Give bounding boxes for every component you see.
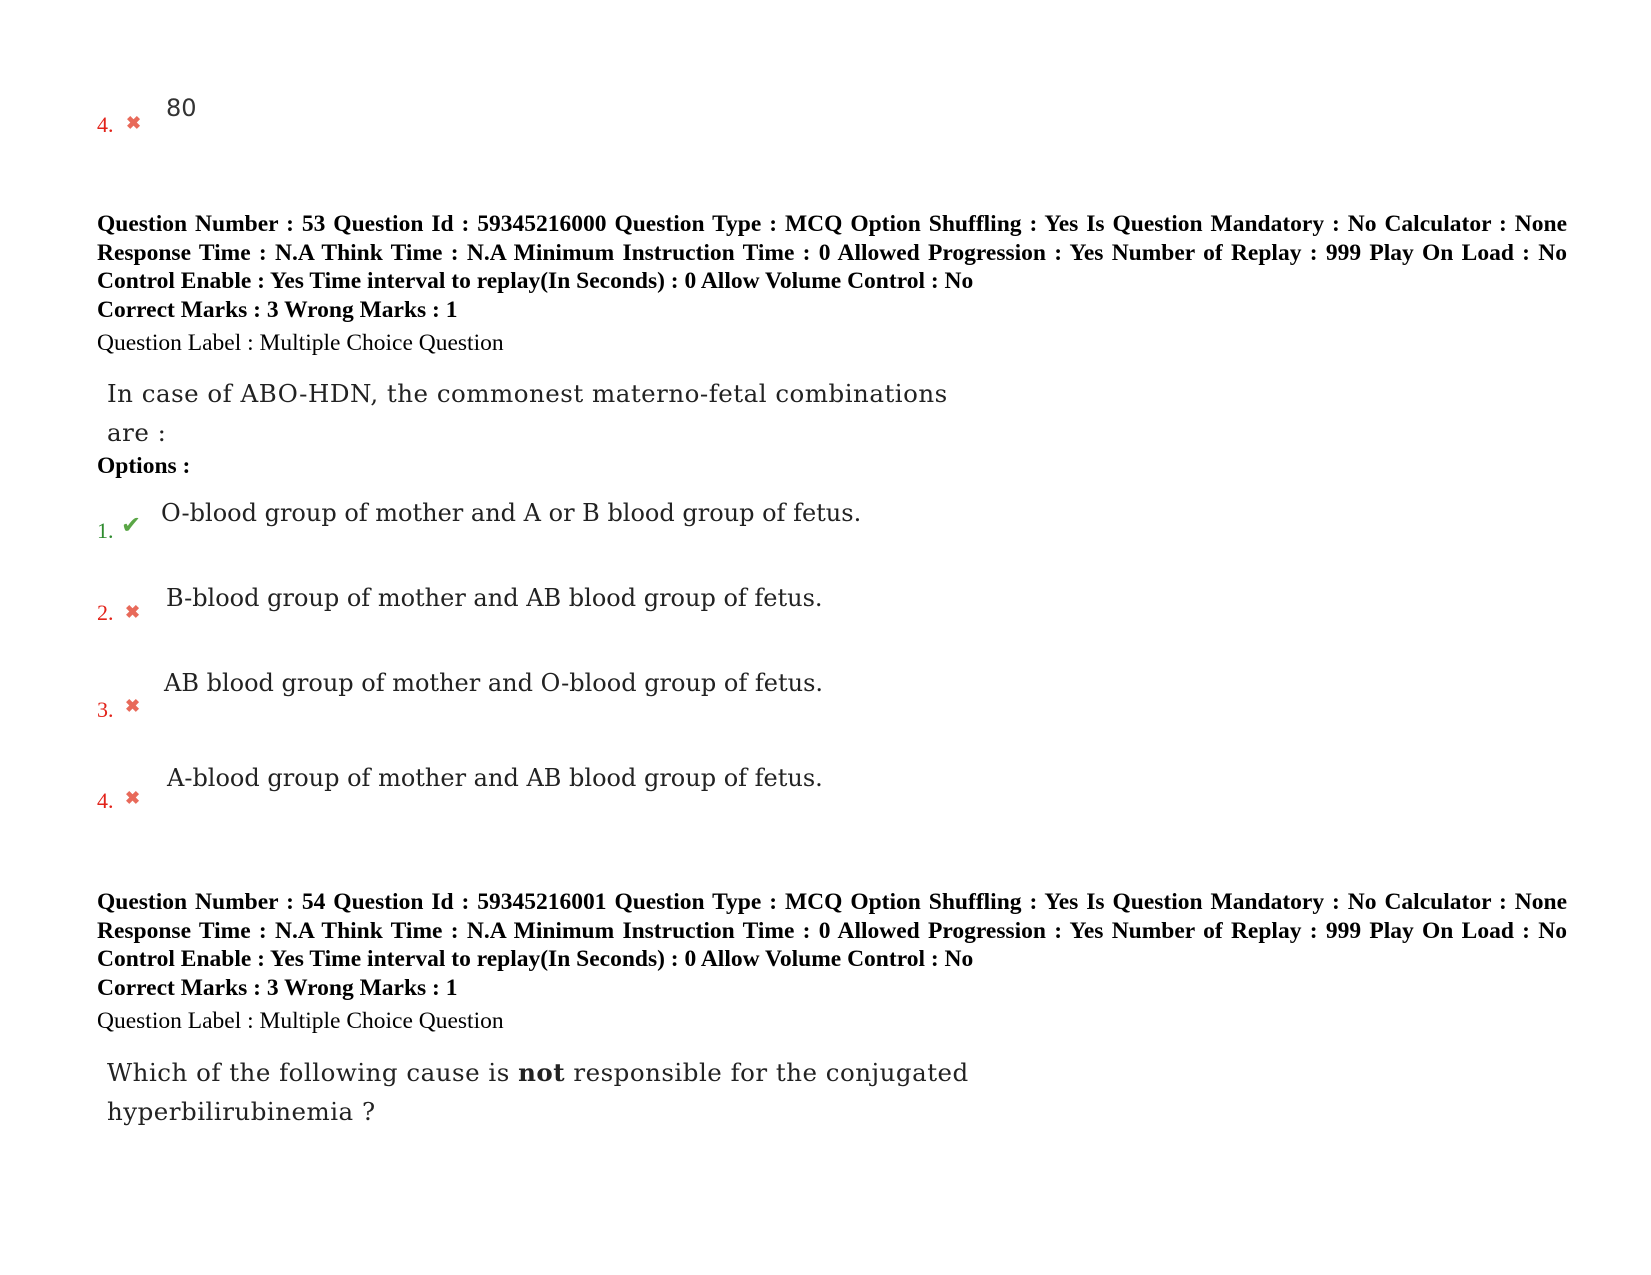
cross-icon: ✖ [125,602,141,622]
question-54-text [107,1053,1107,1131]
question-53-line-1: In case of ABO-HDN, the commonest materno-fetal combinations [107,379,948,408]
question-53-label: Question Label : Multiple Choice Question [97,330,504,356]
question-54-line-2: hyperbilirubinemia ? [107,1097,376,1126]
option-number: 3. [97,697,114,722]
cross-icon: ✖ [125,788,141,808]
option-number: 4. [97,112,114,137]
question-53-option-2 [97,584,1097,640]
option-text: B-blood group of mother and AB blood group of fetus. [166,584,823,612]
question-54-line-1-start: Which of the following cause is [107,1058,510,1087]
check-icon: ✔ [121,513,142,539]
prev-option-4 [97,96,1097,136]
question-54-emphasis: not [518,1058,566,1087]
question-54-meta: Question Number : 54 Question Id : 59345216001 Question Type : MCQ Option Shuffling : Yes Is Question Mandatory : No Calculator : None Response Time : N.A Think Time : N.A Minimum Instruction Time : 0 Allowed Progression : Yes Number of Replay : 999 Play On Load : No Control Enable : Yes Time interval to replay(In Seconds) : 0 Allow Volume Control : No [97,889,1567,972]
question-54-marks: Correct Marks : 3 Wrong Marks : 1 [97,975,458,1001]
option-text: 80 [166,94,197,122]
question-54-line-1-end: responsible for the conjugated [573,1058,969,1087]
question-53-option-4 [97,764,1097,828]
question-53-line-2: are : [107,418,167,447]
question-53-meta: Question Number : 53 Question Id : 59345216000 Question Type : MCQ Option Shuffling : Yes Is Question Mandatory : No Calculator : None Response Time : N.A Think Time : N.A Minimum Instruction Time : 0 Allowed Progression : Yes Number of Replay : 999 Play On Load : No Control Enable : Yes Time interval to replay(In Seconds) : 0 Allow Volume Control : No [97,211,1567,294]
question-53-text [107,374,1107,452]
option-number: 4. [97,788,114,813]
question-53-option-3 [97,669,1097,737]
cross-icon: ✖ [125,696,141,716]
question-53-marks: Correct Marks : 3 Wrong Marks : 1 [97,297,458,323]
cross-icon: ✖ [126,113,142,133]
question-54-label: Question Label : Multiple Choice Question [97,1008,504,1034]
question-54-line-1 [107,1053,1107,1092]
option-number: 2. [97,600,114,625]
option-text: A-blood group of mother and AB blood group of fetus. [167,764,823,792]
question-53-option-1 [97,499,1097,555]
options-heading: Options : [97,453,191,479]
option-number: 1. [97,518,114,543]
option-text: O-blood group of mother and A or B blood group of fetus. [161,499,862,527]
option-text: AB blood group of mother and O-blood group of fetus. [164,669,824,697]
